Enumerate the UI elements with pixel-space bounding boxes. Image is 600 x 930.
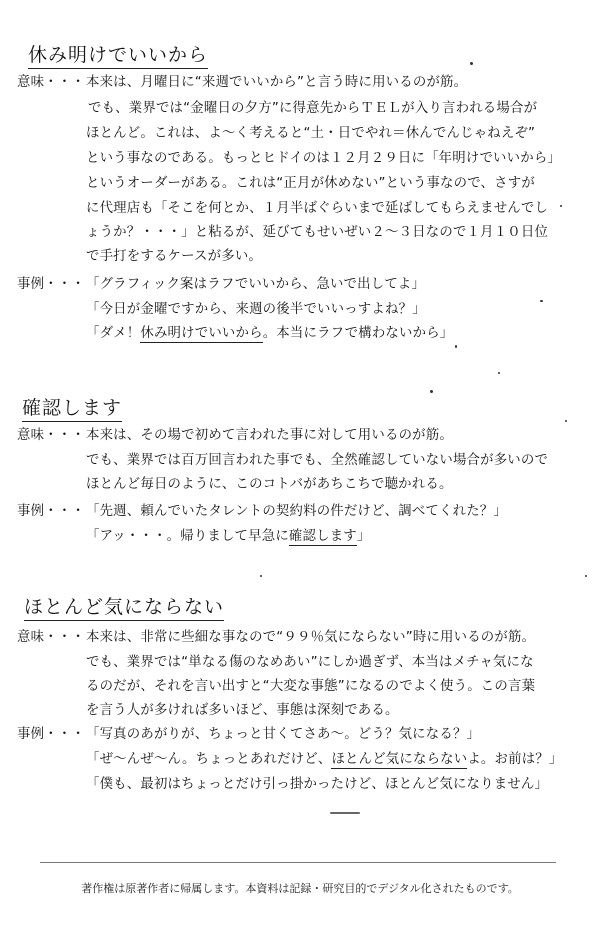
example-text: 」: [356, 529, 371, 544]
meaning-line: でも、業界では百万回言われた事でも、全然確認していない場合が多いので: [86, 453, 549, 468]
example-line: [86, 748, 562, 767]
example-line: [86, 773, 548, 792]
underlined-phrase: 確認します: [288, 529, 357, 544]
meaning-line: というオーダーがある。これは“正月が休めない”という事なので、さすが: [86, 176, 535, 191]
example-line: [86, 298, 426, 317]
example-text: 「グラフィック案はラフでいいから、急いで出してよ」: [86, 277, 426, 292]
example-text: 「ぜ～んぜ～ん。ちょっとあれだけど、: [86, 752, 332, 767]
example-text: よ。お前は？」: [467, 752, 563, 767]
example-line: [86, 723, 480, 742]
section-heading: ほとんど気にならない: [24, 592, 224, 621]
meaning-line: ほとんど。これは、よ～く考えると“土・日でやれ＝休んでんじゃねえぞ”: [86, 126, 536, 141]
meaning-line: を言う人が多ければ多いほど、事態は深刻である。: [86, 703, 399, 718]
example-line: [86, 525, 370, 544]
meaning-line: 本来は、月曜日に“来週でいいから”と言う時に用いるのが筋。: [86, 75, 468, 90]
meaning-line: 本来は、非常に些細な事なので“９９％気にならない”時に用いるのが筋。: [86, 630, 536, 645]
meaning-label: 意味・・・: [17, 630, 85, 645]
example-label: 事例・・・: [17, 277, 85, 292]
meaning-line: に代理店も「そこを何とか、１月半ばぐらいまで延ばしてもらえませんでし: [86, 201, 549, 216]
meaning-label: 意味・・・: [17, 428, 85, 443]
section-heading: 確認します: [22, 393, 122, 422]
meaning-label: 意味・・・: [17, 75, 85, 90]
underlined-phrase: 休み明けでいいから: [140, 326, 263, 341]
example-text: 「今日が金曜ですから、来週の後半でいいっすよね？」: [86, 302, 426, 317]
example-label: 事例・・・: [17, 727, 85, 742]
meaning-line: という事なのである。もっとヒドイのは１２月２９日に「年明けでいいから」: [86, 151, 561, 166]
meaning-line: ほとんど毎日のように、このコトバがあちこちで聴かれる。: [86, 477, 453, 492]
meaning-line: るのだが、それを言い出すと“大変な事態”になるのでよく使う。この言葉: [86, 679, 536, 694]
example-text: 「先週、頼んでいたタレントの契約料の件だけど、調べてくれた？」: [86, 504, 507, 519]
example-line: [86, 500, 507, 519]
example-text: 。本当にラフで構わないから」: [262, 326, 454, 341]
meaning-line: で手打をするケースが多い。: [86, 249, 263, 264]
underlined-phrase: ほとんど気にならない: [331, 752, 468, 767]
footer-divider: [40, 862, 556, 863]
example-line: [86, 322, 453, 341]
meaning-line: 本来は、その場で初めて言われた事に対して用いるのが筋。: [86, 428, 453, 443]
meaning-line: でも、業界では“単なる傷のなめあい”にしか過ぎず、本当はメチャ気にな: [86, 655, 534, 670]
example-text: 「僕も、最初はちょっとだけ引っ掛かったけど、ほとんど気になりません」: [86, 777, 549, 792]
example-label: 事例・・・: [17, 504, 85, 519]
meaning-line: ょうか？・・・」と粘るが、延びてもせいぜい２～３日なので１月１０日位: [86, 225, 549, 240]
example-text: 「アッ・・・。帰りまして早急に: [86, 529, 289, 544]
example-text: 「写真のあがりが、ちょっと甘くてさあ～。どう？気になる？」: [86, 727, 481, 742]
meaning-line: でも、業界では“金曜日の夕方”に得意先からＴＥＬが入り言われる場合が: [88, 101, 538, 116]
copyright-footer: 著作権は原著作者に帰属します。本資料は記録・研究目的でデジタル化されたものです。: [81, 882, 519, 895]
example-text: 「ダメ！: [86, 326, 141, 341]
example-line: [86, 273, 425, 292]
section-heading: 休み明けでいいから: [28, 40, 208, 69]
